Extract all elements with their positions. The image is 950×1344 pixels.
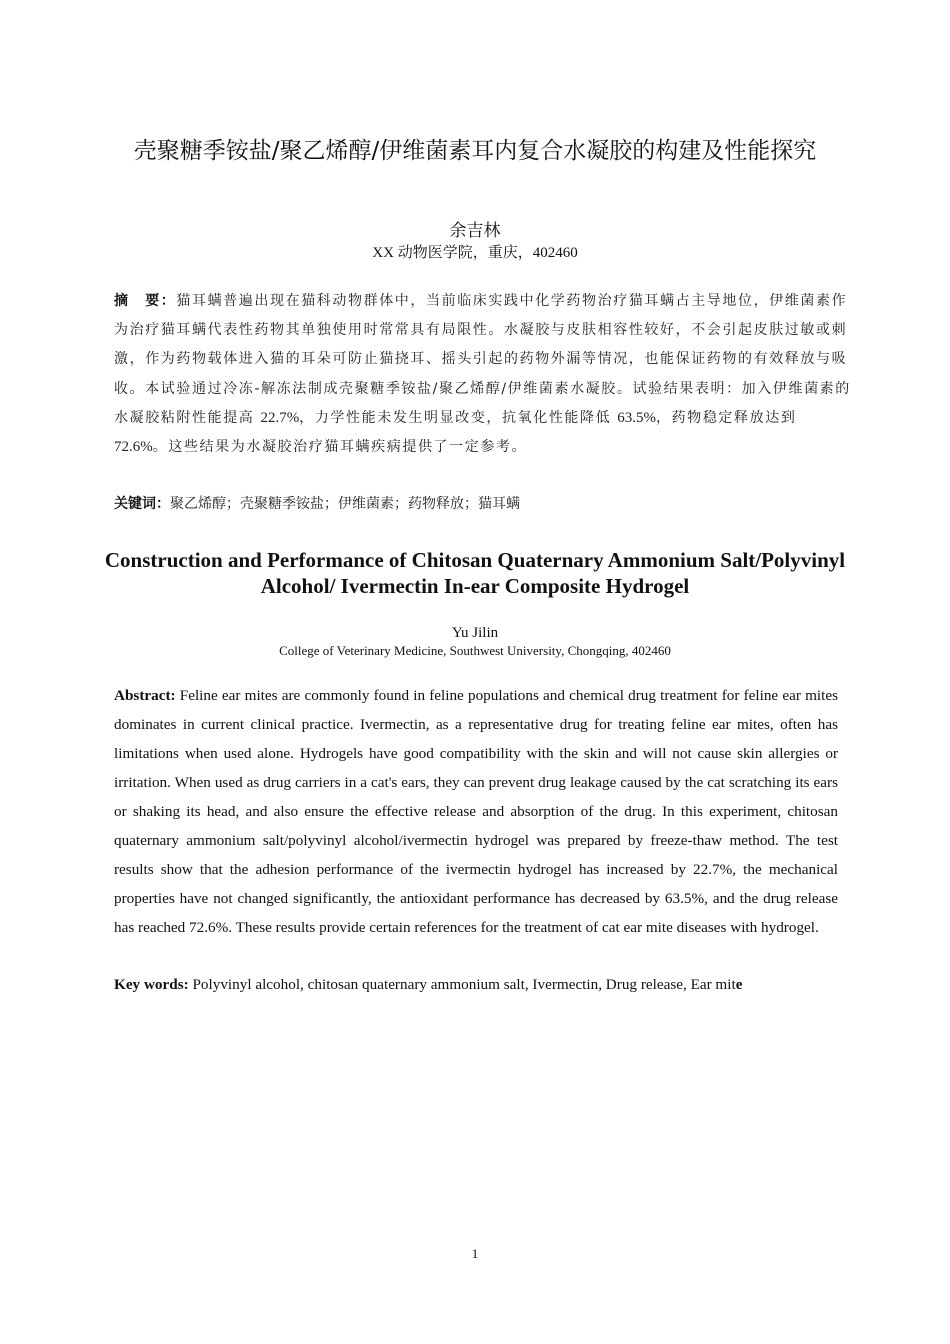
chinese-abstract (114, 287, 852, 462)
chinese-keywords-text: 聚乙烯醇；壳聚糖季铵盐；伊维菌素；药物释放；猫耳螨 (170, 496, 520, 512)
chinese-keywords-label: 关键词： (114, 496, 170, 512)
english-keywords-label: Key words: (114, 976, 189, 993)
english-abstract-label: Abstract: (114, 687, 176, 704)
chinese-abstract-label: 摘 要： (114, 293, 177, 309)
chinese-abstract-number-3: 72.6% (114, 439, 153, 456)
english-abstract (114, 681, 838, 942)
chinese-abstract-text-1: 猫耳螨普遍出现在猫科动物群体中，当前临床实践中化学药物治疗猫耳螨占主导地位，伊维菌素作为治疗猫耳螨代表性药物其单独使用时常常具有局限性。水凝胶与皮肤相容性较好，不会引起皮肤过敏或刺激，作为药物载体进入猫的耳朵可防止猫挠耳、摇头引起的药物外漏等情况，也能保证药物的有效释放与吸收。本试验通过冷冻-解冻法制成壳聚糖季铵盐/聚乙烯醇/伊维菌素水凝胶。试验结果表明：加入伊维菌素的水凝胶粘附性能提高 (114, 293, 851, 426)
chinese-abstract-text-4: 。这些结果为水凝胶治疗猫耳螨疾病提供了一定参考。 (152, 439, 528, 456)
english-keywords-text: Polyvinyl alcohol, chitosan quaternary ammonium salt, Ivermectin, Drug release, Ear mit (188, 976, 736, 993)
chinese-abstract-text-2: ，力学性能未发生明显改变，抗氧化性能降低 (299, 409, 612, 426)
english-keywords (114, 970, 838, 999)
english-keywords-tail: e (735, 976, 743, 993)
english-author: Yu Jilin (451, 625, 499, 641)
chinese-abstract-text-3: ，药物稳定释放达到 (656, 409, 797, 426)
english-affiliation: College of Veterinary Medicine, Southwest University, Chongqing, 402460 (279, 643, 671, 658)
page-number: 1 (471, 1246, 479, 1261)
english-abstract-text: Feline ear mites are commonly found in feline populations and chemical drug treatment for feline ear mites dominates in current clinical practice. Ivermectin, as a representative drug for treating feline ear mites, often has limitations when used alone. Hydrogels have good compatibility with the skin and will not cause skin allergies or irritation. When used as drug carriers in a cat's ears, they can prevent drug leakage caused by the cat scratching its ears or shaking its head, and also ensure the effective release and absorption of the drug. In this experiment, chitosan quaternary ammonium salt/polyvinyl alcohol/ivermectin hydrogel was prepared by freeze-thaw method. The test results show that the adhesion performance of the ivermectin hydrogel has increased by 22.7%, the mechanical properties have not changed significantly, the antioxidant performance has decreased by 63.5%, and the drug release has reached 72.6%. These results provide certain references for the treatment of cat ear mite diseases with hydrogel. (114, 687, 838, 936)
chinese-title: 壳聚糖季铵盐/聚乙烯醇/伊维菌素耳内复合水凝胶的构建及性能探究 (133, 138, 817, 164)
chinese-keywords (114, 493, 852, 515)
chinese-affiliation: XX 动物医学院，重庆，402460 (372, 245, 578, 261)
chinese-abstract-number-1: 22.7% (260, 409, 300, 426)
chinese-abstract-number-2: 63.5% (617, 409, 657, 426)
chinese-author: 余吉林 (449, 221, 501, 241)
english-title: Construction and Performance of Chitosan Quaternary Ammonium Salt/Polyvinyl Alcohol/ Ivermectin In-ear Composite Hydrogel (104, 548, 846, 598)
